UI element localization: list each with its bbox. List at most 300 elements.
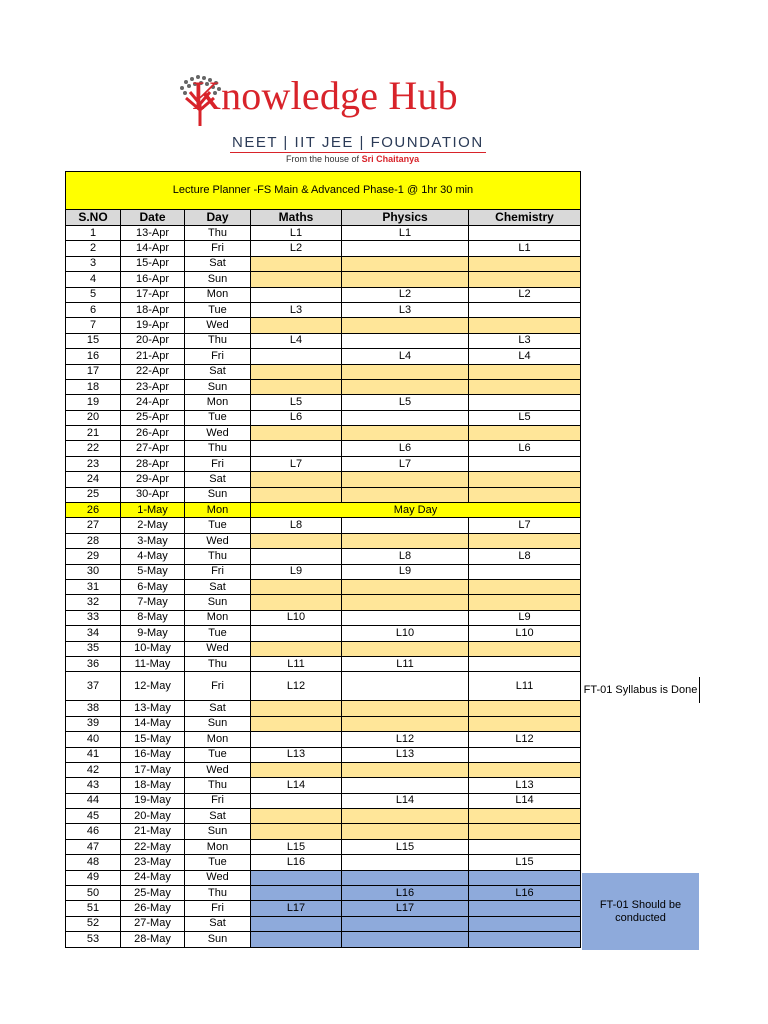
table-row <box>66 518 581 533</box>
cell-maths <box>251 487 342 502</box>
cell-day: Thu <box>185 333 251 348</box>
cell-physics <box>342 716 469 731</box>
cell-maths: L9 <box>251 564 342 579</box>
cell-sno: 38 <box>66 701 121 716</box>
cell-chemistry: L13 <box>469 778 581 793</box>
cell-physics <box>342 272 469 287</box>
table-row <box>66 839 581 854</box>
logo-sub-brand: Sri Chaitanya <box>361 154 420 164</box>
cell-sno: 6 <box>66 302 121 317</box>
table-row <box>66 916 581 931</box>
cell-sno: 18 <box>66 379 121 394</box>
cell-physics <box>342 701 469 716</box>
cell-date: 16-May <box>121 747 185 762</box>
table-row <box>66 701 581 716</box>
cell-date: 25-Apr <box>121 410 185 425</box>
cell-sno: 3 <box>66 256 121 271</box>
cell-chemistry <box>469 395 581 410</box>
cell-physics <box>342 778 469 793</box>
table-row <box>66 456 581 471</box>
cell-chemistry: L15 <box>469 855 581 870</box>
cell-physics <box>342 870 469 885</box>
cell-chemistry: L14 <box>469 793 581 808</box>
cell-date: 30-Apr <box>121 487 185 502</box>
cell-sno: 43 <box>66 778 121 793</box>
cell-chemistry <box>469 379 581 394</box>
cell-maths <box>251 809 342 824</box>
cell-date: 6-May <box>121 579 185 594</box>
cell-chemistry <box>469 364 581 379</box>
cell-day: Sun <box>185 487 251 502</box>
cell-maths <box>251 932 342 947</box>
cell-sno: 26 <box>66 503 121 518</box>
cell-sno: 50 <box>66 886 121 901</box>
cell-maths <box>251 641 342 656</box>
cell-chemistry <box>469 716 581 731</box>
cell-physics: L13 <box>342 747 469 762</box>
cell-physics: L8 <box>342 549 469 564</box>
cell-day: Tue <box>185 626 251 641</box>
logo-divider <box>230 152 486 153</box>
table-row <box>66 762 581 777</box>
cell-day: Fri <box>185 901 251 916</box>
cell-physics: L14 <box>342 793 469 808</box>
cell-date: 22-Apr <box>121 364 185 379</box>
cell-date: 20-Apr <box>121 333 185 348</box>
cell-day: Mon <box>185 839 251 854</box>
cell-day: Wed <box>185 762 251 777</box>
cell-chemistry: L7 <box>469 518 581 533</box>
cell-physics: L2 <box>342 287 469 302</box>
cell-maths <box>251 318 342 333</box>
cell-day: Fri <box>185 564 251 579</box>
cell-maths <box>251 595 342 610</box>
cell-maths: L5 <box>251 395 342 410</box>
cell-sno: 46 <box>66 824 121 839</box>
cell-date: 14-Apr <box>121 241 185 256</box>
knowledge-hub-logo <box>170 72 530 172</box>
cell-day: Thu <box>185 656 251 671</box>
cell-maths <box>251 472 342 487</box>
cell-chemistry: L8 <box>469 549 581 564</box>
cell-sno: 31 <box>66 579 121 594</box>
cell-date: 21-Apr <box>121 349 185 364</box>
header-day: Day <box>185 210 251 226</box>
table-row <box>66 656 581 671</box>
syllabus-done-note: FT-01 Syllabus is Done <box>582 677 700 703</box>
cell-day: Fri <box>185 456 251 471</box>
cell-physics <box>342 533 469 548</box>
ft-conducted-note <box>582 873 699 950</box>
cell-maths <box>251 256 342 271</box>
cell-day: Thu <box>185 886 251 901</box>
table-row <box>66 349 581 364</box>
cell-physics: L12 <box>342 732 469 747</box>
table-row <box>66 870 581 885</box>
table-row <box>66 395 581 410</box>
cell-date: 17-May <box>121 762 185 777</box>
cell-physics <box>342 487 469 502</box>
cell-maths <box>251 272 342 287</box>
logo-subtitle <box>286 154 419 164</box>
cell-physics: L1 <box>342 226 469 241</box>
cell-date: 15-Apr <box>121 256 185 271</box>
cell-day: Mon <box>185 503 251 518</box>
header-row <box>66 210 581 226</box>
cell-sno: 28 <box>66 533 121 548</box>
cell-maths: L13 <box>251 747 342 762</box>
cell-physics <box>342 333 469 348</box>
cell-chemistry <box>469 656 581 671</box>
cell-date: 13-Apr <box>121 226 185 241</box>
table-row <box>66 333 581 348</box>
cell-day: Tue <box>185 747 251 762</box>
table-row <box>66 579 581 594</box>
cell-maths <box>251 793 342 808</box>
cell-physics <box>342 916 469 931</box>
cell-maths <box>251 441 342 456</box>
cell-physics <box>342 610 469 625</box>
cell-day: Fri <box>185 793 251 808</box>
cell-date: 18-Apr <box>121 302 185 317</box>
cell-sno: 42 <box>66 762 121 777</box>
table-row <box>66 824 581 839</box>
table-row <box>66 302 581 317</box>
cell-maths <box>251 579 342 594</box>
cell-physics: L7 <box>342 456 469 471</box>
cell-maths <box>251 426 342 441</box>
cell-date: 7-May <box>121 595 185 610</box>
cell-chemistry: L16 <box>469 886 581 901</box>
cell-day: Wed <box>185 318 251 333</box>
table-row <box>66 610 581 625</box>
table-row <box>66 564 581 579</box>
cell-maths <box>251 379 342 394</box>
cell-physics <box>342 518 469 533</box>
cell-day: Sat <box>185 701 251 716</box>
table-row <box>66 364 581 379</box>
table-row <box>66 732 581 747</box>
cell-date: 11-May <box>121 656 185 671</box>
cell-sno: 15 <box>66 333 121 348</box>
table-row <box>66 410 581 425</box>
logo-sub-prefix: From the house of <box>286 154 360 164</box>
cell-day: Tue <box>185 518 251 533</box>
cell-chemistry <box>469 456 581 471</box>
table-row <box>66 626 581 641</box>
cell-date: 25-May <box>121 886 185 901</box>
cell-physics <box>342 256 469 271</box>
table-row <box>66 793 581 808</box>
cell-date: 26-Apr <box>121 426 185 441</box>
cell-chemistry: L5 <box>469 410 581 425</box>
cell-day: Sat <box>185 364 251 379</box>
cell-day: Tue <box>185 302 251 317</box>
cell-sno: 48 <box>66 855 121 870</box>
table-row <box>66 809 581 824</box>
cell-date: 23-May <box>121 855 185 870</box>
cell-sno: 16 <box>66 349 121 364</box>
cell-date: 13-May <box>121 701 185 716</box>
cell-physics <box>342 855 469 870</box>
cell-day: Thu <box>185 549 251 564</box>
cell-physics <box>342 824 469 839</box>
cell-chemistry <box>469 916 581 931</box>
cell-day: Tue <box>185 410 251 425</box>
cell-day: Mon <box>185 732 251 747</box>
cell-physics <box>342 379 469 394</box>
cell-physics: L4 <box>342 349 469 364</box>
cell-sno: 34 <box>66 626 121 641</box>
cell-maths <box>251 287 342 302</box>
cell-physics <box>342 426 469 441</box>
cell-day: Sun <box>185 716 251 731</box>
cell-date: 20-May <box>121 809 185 824</box>
cell-maths <box>251 916 342 931</box>
cell-day: Mon <box>185 395 251 410</box>
header-physics: Physics <box>342 210 469 226</box>
table-row <box>66 226 581 241</box>
cell-sno: 19 <box>66 395 121 410</box>
cell-physics: L6 <box>342 441 469 456</box>
cell-date: 2-May <box>121 518 185 533</box>
cell-physics <box>342 641 469 656</box>
cell-maths: L3 <box>251 302 342 317</box>
cell-chemistry: L10 <box>469 626 581 641</box>
table-row <box>66 549 581 564</box>
cell-sno: 44 <box>66 793 121 808</box>
table-row <box>66 886 581 901</box>
cell-date: 14-May <box>121 716 185 731</box>
cell-date: 29-Apr <box>121 472 185 487</box>
cell-physics <box>342 809 469 824</box>
lecture-planner-table <box>65 171 581 948</box>
cell-physics: L10 <box>342 626 469 641</box>
cell-physics <box>342 762 469 777</box>
cell-chemistry <box>469 272 581 287</box>
cell-physics <box>342 318 469 333</box>
cell-physics <box>342 579 469 594</box>
cell-maths: L11 <box>251 656 342 671</box>
ft-conducted-text: FT-01 Should be conducted <box>599 898 682 924</box>
cell-date: 1-May <box>121 503 185 518</box>
cell-date: 17-Apr <box>121 287 185 302</box>
cell-maths: L17 <box>251 901 342 916</box>
cell-day: Sat <box>185 916 251 931</box>
cell-day: Wed <box>185 641 251 656</box>
table-row <box>66 747 581 762</box>
cell-day: Sun <box>185 379 251 394</box>
cell-chemistry: L12 <box>469 732 581 747</box>
cell-maths: L7 <box>251 456 342 471</box>
cell-sno: 37 <box>66 672 121 701</box>
cell-chemistry <box>469 747 581 762</box>
cell-chemistry <box>469 809 581 824</box>
table-row <box>66 855 581 870</box>
cell-date: 18-May <box>121 778 185 793</box>
cell-sno: 51 <box>66 901 121 916</box>
cell-maths: L6 <box>251 410 342 425</box>
cell-sno: 29 <box>66 549 121 564</box>
cell-maths: L4 <box>251 333 342 348</box>
table-row <box>66 241 581 256</box>
cell-physics: L15 <box>342 839 469 854</box>
cell-chemistry <box>469 487 581 502</box>
cell-sno: 25 <box>66 487 121 502</box>
cell-day: Sun <box>185 272 251 287</box>
cell-date: 22-May <box>121 839 185 854</box>
cell-date: 28-Apr <box>121 456 185 471</box>
cell-chemistry <box>469 932 581 947</box>
cell-maths: L14 <box>251 778 342 793</box>
cell-date: 27-May <box>121 916 185 931</box>
cell-day: Fri <box>185 672 251 701</box>
cell-chemistry: L11 <box>469 672 581 701</box>
table-row <box>66 318 581 333</box>
cell-sno: 17 <box>66 364 121 379</box>
cell-maths <box>251 549 342 564</box>
table-row <box>66 487 581 502</box>
cell-date: 3-May <box>121 533 185 548</box>
cell-chemistry <box>469 839 581 854</box>
table-row <box>66 932 581 947</box>
header-sno: S.NO <box>66 210 121 226</box>
cell-physics <box>342 472 469 487</box>
cell-physics: L9 <box>342 564 469 579</box>
cell-chemistry: L3 <box>469 333 581 348</box>
cell-maths <box>251 626 342 641</box>
cell-chemistry: L6 <box>469 441 581 456</box>
cell-sno: 27 <box>66 518 121 533</box>
cell-chemistry <box>469 302 581 317</box>
cell-chemistry <box>469 579 581 594</box>
cell-maths: L15 <box>251 839 342 854</box>
cell-sno: 7 <box>66 318 121 333</box>
cell-maths: L8 <box>251 518 342 533</box>
cell-physics: L5 <box>342 395 469 410</box>
cell-maths <box>251 533 342 548</box>
cell-chemistry <box>469 472 581 487</box>
table-row <box>66 595 581 610</box>
cell-chemistry: L9 <box>469 610 581 625</box>
cell-date: 10-May <box>121 641 185 656</box>
cell-sno: 23 <box>66 456 121 471</box>
cell-maths <box>251 824 342 839</box>
table-row <box>66 441 581 456</box>
cell-date: 19-May <box>121 793 185 808</box>
cell-date: 16-Apr <box>121 272 185 287</box>
planner-body <box>66 226 581 948</box>
table-row <box>66 256 581 271</box>
cell-date: 27-Apr <box>121 441 185 456</box>
cell-chemistry <box>469 564 581 579</box>
cell-day: Sat <box>185 472 251 487</box>
cell-physics <box>342 241 469 256</box>
cell-maths: L2 <box>251 241 342 256</box>
table-row <box>66 426 581 441</box>
cell-chemistry: L4 <box>469 349 581 364</box>
cell-physics: L11 <box>342 656 469 671</box>
cell-physics <box>342 364 469 379</box>
cell-sno: 1 <box>66 226 121 241</box>
cell-sno: 41 <box>66 747 121 762</box>
cell-chemistry <box>469 426 581 441</box>
cell-date: 24-Apr <box>121 395 185 410</box>
cell-date: 19-Apr <box>121 318 185 333</box>
table-row <box>66 503 581 518</box>
cell-maths: L12 <box>251 672 342 701</box>
cell-sno: 36 <box>66 656 121 671</box>
cell-sno: 21 <box>66 426 121 441</box>
cell-date: 8-May <box>121 610 185 625</box>
cell-sno: 53 <box>66 932 121 947</box>
cell-sno: 45 <box>66 809 121 824</box>
table-row <box>66 641 581 656</box>
cell-day: Wed <box>185 426 251 441</box>
cell-day: Fri <box>185 241 251 256</box>
cell-sno: 39 <box>66 716 121 731</box>
header-chemistry: Chemistry <box>469 210 581 226</box>
cell-maths <box>251 701 342 716</box>
cell-chemistry <box>469 824 581 839</box>
cell-sno: 32 <box>66 595 121 610</box>
cell-maths <box>251 732 342 747</box>
cell-physics <box>342 595 469 610</box>
cell-chemistry <box>469 901 581 916</box>
cell-sno: 30 <box>66 564 121 579</box>
cell-sno: 24 <box>66 472 121 487</box>
table-row <box>66 778 581 793</box>
table-row <box>66 672 581 701</box>
cell-chemistry <box>469 641 581 656</box>
cell-date: 23-Apr <box>121 379 185 394</box>
cell-sno: 47 <box>66 839 121 854</box>
table-row <box>66 272 581 287</box>
table-row <box>66 379 581 394</box>
cell-day: Sat <box>185 256 251 271</box>
cell-maths: L1 <box>251 226 342 241</box>
cell-sno: 4 <box>66 272 121 287</box>
cell-sno: 49 <box>66 870 121 885</box>
cell-date: 15-May <box>121 732 185 747</box>
cell-day: Mon <box>185 610 251 625</box>
cell-chemistry <box>469 226 581 241</box>
cell-physics <box>342 410 469 425</box>
cell-sno: 2 <box>66 241 121 256</box>
cell-chemistry <box>469 256 581 271</box>
table-row <box>66 472 581 487</box>
cell-sno: 5 <box>66 287 121 302</box>
cell-sno: 40 <box>66 732 121 747</box>
table-row <box>66 533 581 548</box>
cell-physics <box>342 672 469 701</box>
cell-chemistry: L2 <box>469 287 581 302</box>
cell-date: 5-May <box>121 564 185 579</box>
header-date: Date <box>121 210 185 226</box>
logo-name: Knowledge Hub <box>192 73 458 118</box>
cell-day: Mon <box>185 287 251 302</box>
cell-maths <box>251 716 342 731</box>
cell-day: Wed <box>185 533 251 548</box>
cell-physics: L3 <box>342 302 469 317</box>
cell-chemistry: L1 <box>469 241 581 256</box>
cell-maths: L10 <box>251 610 342 625</box>
cell-maths <box>251 762 342 777</box>
cell-day: Wed <box>185 870 251 885</box>
cell-maths <box>251 886 342 901</box>
header-maths: Maths <box>251 210 342 226</box>
logo-tagline: NEET | IIT JEE | FOUNDATION <box>232 134 484 151</box>
